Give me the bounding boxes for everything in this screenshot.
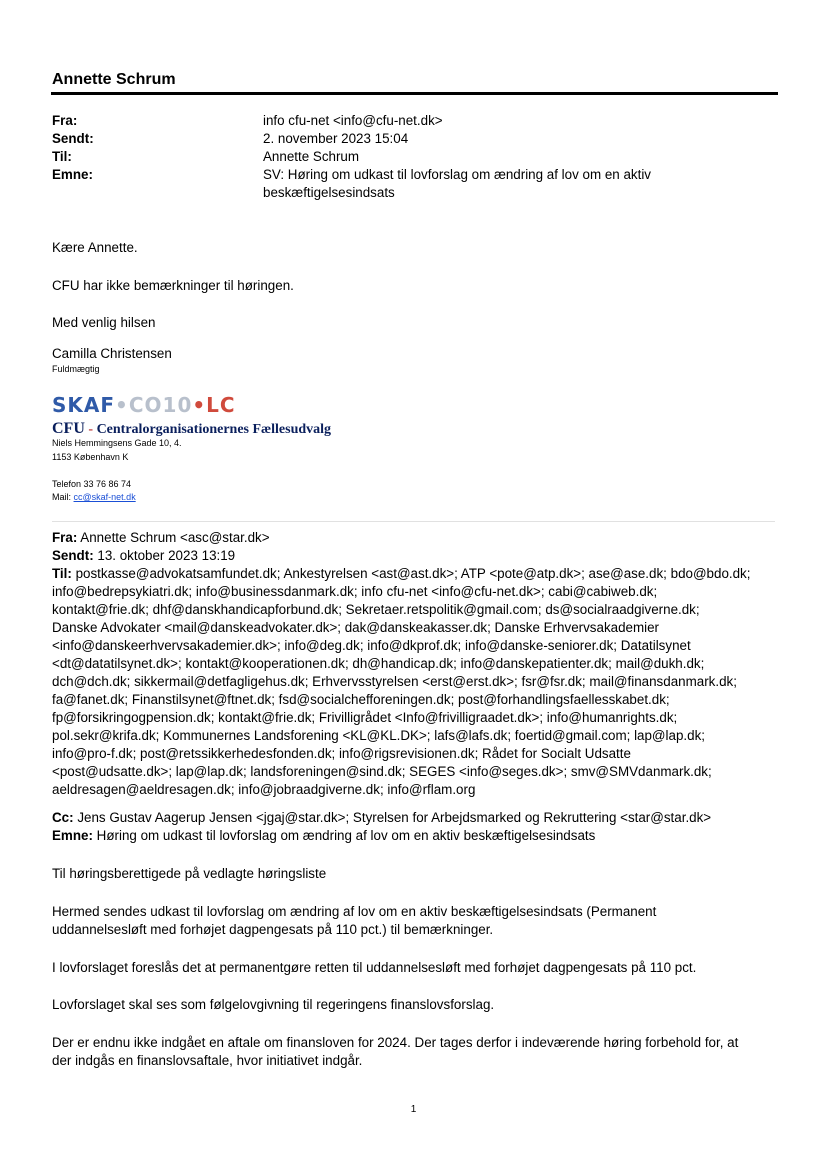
address-line-2: 1153 København K [52, 452, 129, 462]
fwd-p5-line2: der indgås en finanslovsaftale, hvor initiativet indgår. [52, 1053, 363, 1068]
fwd-subject-row [52, 827, 782, 845]
logo-co10: CO10 [128, 393, 193, 417]
to-value: Annette Schrum [263, 149, 360, 164]
fwd-subject-value: Høring om udkast til lovforslag om ændring af lov om en aktiv beskæftigelsesindsats [96, 828, 596, 843]
fwd-sent-row [52, 547, 782, 565]
logo-sep: • [192, 393, 207, 417]
to-label: Til: [52, 149, 72, 164]
fwd-to-line: <post@udsatte.dk>; lap@lap.dk; landsforeningen@sind.dk; SEGES <info@seges.dk>; smv@SMVdanmark.dk; [52, 764, 712, 779]
org-line [52, 420, 331, 438]
fwd-paragraph: Til høringsberettigede på vedlagte høringsliste [52, 866, 327, 881]
fwd-subject-label: Emne: [52, 828, 93, 843]
org-abbr: CFU [52, 420, 85, 437]
fwd-paragraph [52, 1034, 782, 1070]
skaf-co10-lc-logo [52, 394, 236, 416]
logo-lc: LC [206, 393, 236, 417]
sent-value: 2. november 2023 15:04 [263, 131, 409, 146]
signer-name: Camilla Christensen [52, 346, 172, 361]
greeting: Kære Annette. [52, 240, 138, 255]
org-name: Centralorganisationernes Fællesudvalg [96, 422, 332, 437]
fwd-to-line: fa@fanet.dk; Finanstilsynet@ftnet.dk; fsd@socialchefforeningen.dk; post@forhandlingsfaellesskabet.dk; [52, 692, 670, 707]
fwd-to-line: pol.sekr@krifa.dk; Kommunernes Landsforening <KL@KL.DK>; lafs@lafs.dk; foertid@gmail.com; lap@lap.dk; [52, 728, 705, 743]
fwd-to-line: info@pro-f.dk; post@retssikkerhedesfonden.dk; info@rigsrevisionen.dk; Rådet for Socialt Udsatte [52, 746, 631, 761]
fwd-from-value: Annette Schrum <asc@star.dk> [80, 530, 270, 545]
mail-link[interactable]: cc@skaf-net.dk [73, 492, 136, 502]
logo-sep: • [115, 393, 129, 417]
fwd-p2-line2: uddannelsesløft med forhøjet dagpengesats på 110 pct.) til bemærkninger. [52, 922, 494, 937]
closing: Med venlig hilsen [52, 315, 156, 330]
fwd-paragraph [52, 903, 782, 939]
fwd-to-line: kontakt@frie.dk; dhf@danskhandicapforbund.dk; Sekretaer.retspolitik@gmail.com; ds@socialraadgiverne.dk; [52, 602, 700, 617]
from-label: Fra: [52, 113, 78, 128]
phone: Telefon 33 76 86 74 [52, 479, 132, 489]
fwd-to-line: dch@dch.dk; sikkermail@detfagligehus.dk; Erhvervsstyrelsen <erst@erst.dk>; fsr@fsr.dk; mail@finansdanmark.dk; [52, 674, 737, 689]
subject-label: Emne: [52, 167, 93, 182]
sent-label: Sendt: [52, 131, 94, 146]
fwd-to-line: postkasse@advokatsamfundet.dk; Ankestyrelsen <ast@ast.dk>; ATP <pote@atp.dk>; ase@ase.dk; bdo@bdo.dk; [75, 566, 751, 581]
fwd-to-line: info@bedrepsykiatri.dk; info@businessdanmark.dk; info cfu-net <info@cfu-net.dk>; cabi@cabiweb.dk; [52, 584, 658, 599]
mail-label: Mail: [52, 492, 72, 502]
body-line: CFU har ikke bemærkninger til høringen. [52, 278, 294, 293]
from-value: info cfu-net <info@cfu-net.dk> [263, 113, 443, 128]
mail-row [52, 492, 136, 503]
fwd-to-line: Danske Advokater <mail@danskeadvokater.dk>; dak@danskeakasser.dk; Danske Erhvervsakademier [52, 620, 660, 635]
title-divider [51, 92, 778, 95]
fwd-to-line: <info@danskeerhvervsakademier.dk>; info@deg.dk; info@dkprof.dk; info@danske-seniorer.dk; Datatilsynet [52, 638, 691, 653]
fwd-p2-line1: Hermed sendes udkast til lovforslag om ændring af lov om en aktiv beskæftigelsesindsats (Permanent [52, 904, 657, 919]
fwd-to-label: Til: [52, 566, 72, 581]
fwd-to-line: fp@forsikringogpension.dk; kontakt@frie.dk; Frivilligrådet <Info@frivilligraadet.dk>; info@humanrights.dk; [52, 710, 678, 725]
page-title: Annette Schrum [52, 71, 176, 88]
fwd-sent-value: 13. oktober 2023 13:19 [97, 548, 236, 563]
fwd-cc-label: Cc: [52, 810, 74, 825]
fwd-sent-label: Sendt: [52, 548, 94, 563]
logo-skaf: SKAF [52, 393, 116, 417]
fwd-cc-row [52, 809, 782, 827]
fwd-p5-line1: Der er endnu ikke indgået en aftale om finansloven for 2024. Der tages derfor i indeværende høring forbehold for, at [52, 1035, 739, 1050]
fwd-cc-value: Jens Gustav Aagerup Jensen <jgaj@star.dk>; Styrelsen for Arbejdsmarked og Rekruttering <star@star.dk> [77, 810, 712, 825]
fwd-paragraph: Lovforslaget skal ses som følgelovgivning til regeringens finanslovsforslag. [52, 997, 495, 1012]
fwd-from-row [52, 529, 782, 547]
address-line-1: Niels Hemmingsens Gade 10, 4. [52, 438, 182, 448]
signer-title: Fuldmægtig [52, 364, 100, 374]
fwd-from-label: Fra: [52, 530, 78, 545]
page-number: 1 [410, 1104, 417, 1115]
fwd-to-line: aeldresagen@aeldresagen.dk; info@jobraadgiverne.dk; info@rflam.org [52, 782, 476, 797]
fwd-to-line: <dt@datatilsynet.dk>; kontakt@kooperationen.dk; dh@handicap.dk; info@danskepatienter.dk; mail@dukh.dk; [52, 656, 705, 671]
separator [52, 521, 775, 522]
org-dash: - [88, 422, 94, 437]
fwd-to-block [52, 565, 782, 799]
fwd-paragraph: I lovforslaget foreslås det at permanentgøre retten til uddannelsesløft med forhøjet dagpengesats på 110 pct. [52, 960, 697, 975]
subject-value: SV: Høring om udkast til lovforslag om ændring af lov om en aktiv beskæftigelsesindsats [263, 167, 651, 200]
